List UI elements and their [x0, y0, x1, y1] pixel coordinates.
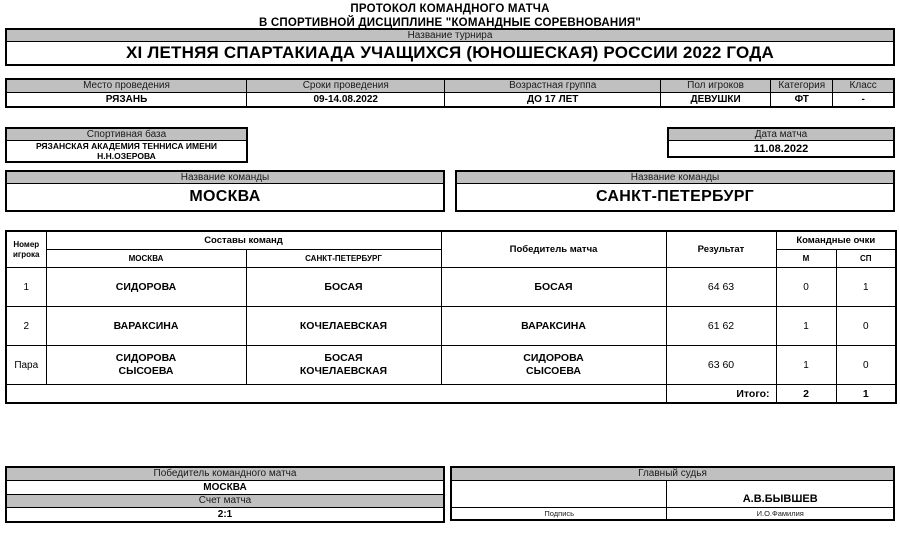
lineup-home-header: МОСКВА	[46, 250, 246, 268]
row-doubles-away-player-2: КОЧЕЛАЕВСКАЯ	[299, 365, 388, 377]
tournament-caption: Название турнира	[6, 29, 894, 42]
class-header: Класс	[833, 79, 894, 93]
signature-area[interactable]	[451, 481, 667, 508]
age-group-value: ДО 17 ЛЕТ	[445, 93, 660, 108]
event-info-block	[5, 78, 895, 108]
chief-judge-block	[450, 466, 895, 521]
match-date-value: 11.08.2022	[668, 141, 894, 158]
row-doubles-points-m: 1	[776, 346, 836, 385]
category-header: Категория	[771, 79, 833, 93]
row-doubles-points-sp: 0	[836, 346, 896, 385]
row-2-away-player: КОЧЕЛАЕВСКАЯ	[246, 307, 441, 346]
table-row	[6, 307, 896, 346]
home-team-block	[5, 170, 445, 212]
match-results-table	[5, 230, 897, 404]
home-team-name: МОСКВА	[6, 184, 444, 212]
judge-caption: Главный судья	[451, 467, 894, 481]
venue-caption: Спортивная база	[6, 128, 247, 141]
player-number-header-line2: игрока	[13, 249, 40, 259]
totals-spacer	[6, 385, 666, 404]
lineup-away-header: САНКТ-ПЕТЕРБУРГ	[246, 250, 441, 268]
row-1-points-m: 0	[776, 268, 836, 307]
row-2-winner: ВАРАКСИНА	[441, 307, 666, 346]
player-number-header-line1: Номер	[13, 239, 40, 249]
score-caption: Счет матча	[6, 495, 444, 508]
away-team-name: САНКТ-ПЕТЕРБУРГ	[456, 184, 894, 212]
row-doubles-away-player-1: БОСАЯ	[324, 352, 363, 364]
row-2-points-sp: 0	[836, 307, 896, 346]
match-date-caption: Дата матча	[668, 128, 894, 141]
signature-caption: Подпись	[451, 508, 667, 521]
table-row	[6, 268, 896, 307]
team-points-header: Командные очки	[776, 231, 896, 250]
home-team-caption: Название команды	[6, 171, 444, 184]
match-date-block	[667, 127, 895, 158]
row-1-away-player: БОСАЯ	[246, 268, 441, 307]
points-sp-header: СП	[836, 250, 896, 268]
venue-name: РЯЗАНСКАЯ АКАДЕМИЯ ТЕННИСА ИМЕНИ Н.Н.ОЗЕРОВА	[6, 141, 247, 163]
row-doubles-home-player-1: СИДОРОВА	[115, 352, 177, 364]
place-header: Место проведения	[6, 79, 247, 93]
match-winner-block	[5, 466, 445, 523]
row-2-result: 61 62	[666, 307, 776, 346]
result-header: Результат	[666, 231, 776, 268]
row-doubles-home-players	[46, 346, 246, 385]
row-1-winner: БОСАЯ	[441, 268, 666, 307]
gender-value: ДЕВУШКИ	[660, 93, 770, 108]
tournament-name: XI ЛЕТНЯЯ СПАРТАКИАДА УЧАЩИХСЯ (ЮНОШЕСКАЯ) РОССИИ 2022 ГОДА	[6, 42, 894, 66]
judge-name-caption: И.О.Фамилия	[667, 508, 894, 521]
class-value: -	[833, 93, 894, 108]
total-points-m: 2	[776, 385, 836, 404]
row-doubles-number: Пара	[6, 346, 46, 385]
row-doubles-result: 63 60	[666, 346, 776, 385]
document-title-line-1: ПРОТОКОЛ КОМАНДНОГО МАТЧА	[350, 3, 550, 15]
player-number-header	[6, 231, 46, 268]
totals-row	[6, 385, 896, 404]
row-2-home-player: ВАРАКСИНА	[46, 307, 246, 346]
document-title-line-2: В СПОРТИВНОЙ ДИСЦИПЛИНЕ "КОМАНДНЫЕ СОРЕВНОВАНИЯ"	[258, 17, 642, 29]
total-points-sp: 1	[836, 385, 896, 404]
winner-caption: Победитель командного матча	[6, 467, 444, 481]
dates-header: Сроки проведения	[247, 79, 445, 93]
row-doubles-away-players	[246, 346, 441, 385]
place-value: РЯЗАНЬ	[6, 93, 247, 108]
table-row	[6, 346, 896, 385]
age-group-header: Возрастная группа	[445, 79, 660, 93]
row-1-points-sp: 1	[836, 268, 896, 307]
row-1-result: 64 63	[666, 268, 776, 307]
gender-header: Пол игроков	[660, 79, 770, 93]
row-2-points-m: 1	[776, 307, 836, 346]
away-team-block	[455, 170, 895, 212]
lineups-header: Составы команд	[46, 231, 441, 250]
tournament-block	[5, 28, 895, 66]
total-label: Итого:	[666, 385, 776, 404]
points-m-header: М	[776, 250, 836, 268]
venue-block	[5, 127, 248, 163]
row-doubles-winner	[441, 346, 666, 385]
dates-value: 09-14.08.2022	[247, 93, 445, 108]
category-value: ФТ	[771, 93, 833, 108]
score-value: 2:1	[6, 508, 444, 523]
row-doubles-winner-2: СЫСОЕВА	[526, 365, 581, 377]
row-doubles-home-player-2: СЫСОЕВА	[118, 365, 174, 377]
row-1-home-player: СИДОРОВА	[46, 268, 246, 307]
away-team-caption: Название команды	[456, 171, 894, 184]
match-winner-header: Победитель матча	[441, 231, 666, 268]
row-1-number: 1	[6, 268, 46, 307]
row-doubles-winner-1: СИДОРОВА	[523, 352, 584, 364]
judge-name: А.В.БЫВШЕВ	[667, 481, 894, 508]
winner-value: МОСКВА	[6, 481, 444, 495]
row-2-number: 2	[6, 307, 46, 346]
